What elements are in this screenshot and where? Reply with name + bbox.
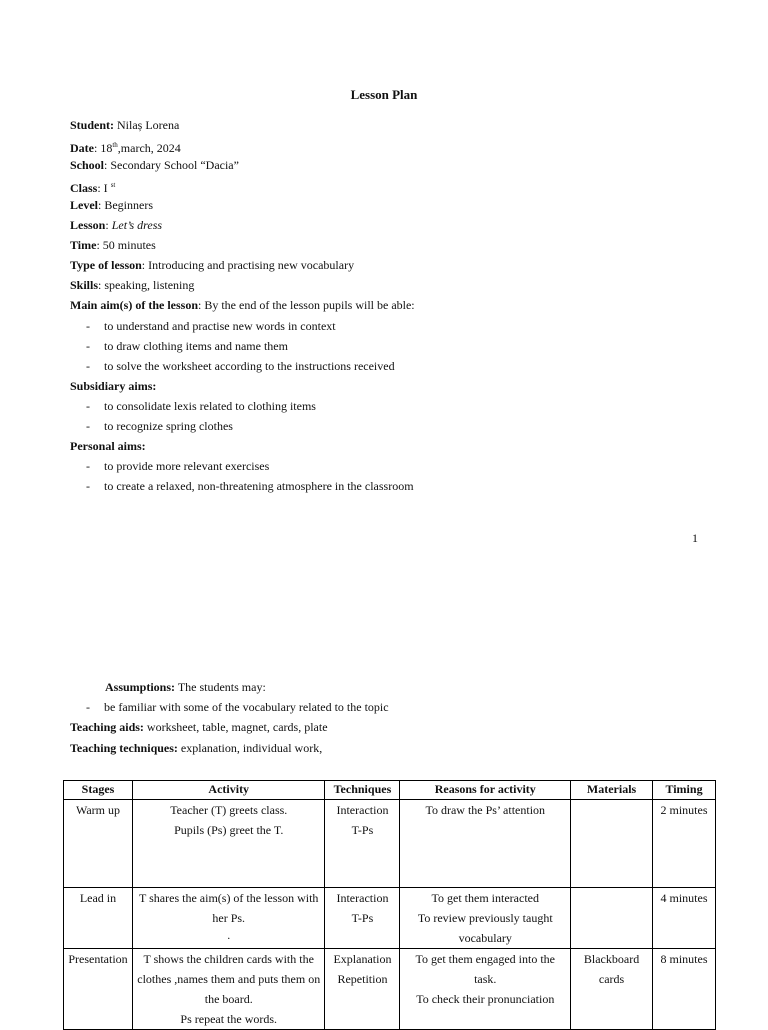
student-field: Student: Nilaș Lorena xyxy=(70,118,180,132)
timing-cell: 4 minutes xyxy=(653,888,716,949)
class-field: Class: I $^{st}$ xyxy=(70,181,116,195)
assumption-item: - be familiar with some of the vocabulary related to the topic xyxy=(86,700,389,714)
techniques-cell: Explanation Repetition xyxy=(325,949,400,1030)
timing-cell: 2 minutes xyxy=(653,800,716,888)
document-title: Lesson Plan xyxy=(350,87,418,102)
table-header-row xyxy=(64,781,716,800)
teaching-techniques-field: Teaching techniques: explanation, individual work, xyxy=(70,741,323,755)
stage-cell: Warm up xyxy=(64,800,133,888)
header-activity: Activity xyxy=(132,781,325,800)
header-reasons: Reasons for activity xyxy=(400,781,571,800)
stage-cell: Presentation xyxy=(64,949,133,1030)
subsidiary-aim-item: - to recognize spring clothes xyxy=(86,419,233,433)
personal-aims-heading: Personal aims: xyxy=(70,439,146,453)
assumptions-field: Assumptions: The students may: xyxy=(105,680,266,694)
materials-cell xyxy=(571,800,653,888)
page-number: 1 xyxy=(692,531,698,545)
main-aim-item: - to understand and practise new words in context xyxy=(86,319,336,333)
header-timing: Timing xyxy=(653,781,716,800)
header-stages: Stages xyxy=(64,781,133,800)
lesson-field: Lesson: Let’s dress xyxy=(70,218,163,232)
header-materials: Materials xyxy=(571,781,653,800)
teaching-aids-field: Teaching aids: worksheet, table, magnet, cards, plate xyxy=(70,720,328,734)
level-field: Level: Beginners xyxy=(70,198,153,212)
activity-cell: T shares the aim(s) of the lesson with her Ps. . xyxy=(132,888,325,949)
reasons-cell: To get them interacted To review previously taught vocabulary xyxy=(400,888,571,949)
materials-cell xyxy=(571,888,653,949)
activity-cell: T shows the children cards with the clothes ,names them and puts them on the board. Ps repeat the words. xyxy=(132,949,325,1030)
personal-aim-item: - to provide more relevant exercises xyxy=(86,459,270,473)
date-field: Date: 18th,march, 2024 xyxy=(70,141,181,155)
subsidiary-aim-item: - to consolidate lexis related to clothing items xyxy=(86,399,316,413)
timing-cell: 8 minutes xyxy=(653,949,716,1030)
activity-cell: Teacher (T) greets class. Pupils (Ps) greet the T. xyxy=(132,800,325,888)
table-row xyxy=(64,888,716,949)
stage-cell: Lead in xyxy=(64,888,133,949)
type-field: Type of lesson: Introducing and practising new vocabulary xyxy=(70,258,355,272)
school-field: School: Secondary School “Dacia” xyxy=(70,158,239,172)
subsidiary-aims-heading: Subsidiary aims: xyxy=(70,379,157,393)
main-aim-item: - to draw clothing items and name them xyxy=(86,339,288,353)
techniques-cell: Interaction T-Ps xyxy=(325,800,400,888)
table-row xyxy=(64,800,716,888)
reasons-cell: To get them engaged into the task. To check their pronunciation xyxy=(400,949,571,1030)
materials-cell: Blackboard cards xyxy=(571,949,653,1030)
main-aims-field: Main aim(s) of the lesson: By the end of the lesson pupils will be able: xyxy=(70,298,415,312)
time-field: Time: 50 minutes xyxy=(70,238,156,252)
main-aim-item: - to solve the worksheet according to the instructions received xyxy=(86,359,395,373)
reasons-cell: To draw the Ps’ attention xyxy=(400,800,571,888)
personal-aim-item: - to create a relaxed, non-threatening atmosphere in the classroom xyxy=(86,479,414,493)
skills-field: Skills: speaking, listening xyxy=(70,278,195,292)
table-row xyxy=(64,949,716,1030)
header-techniques: Techniques xyxy=(325,781,400,800)
techniques-cell: Interaction T-Ps xyxy=(325,888,400,949)
lesson-stages-table xyxy=(63,780,716,1030)
